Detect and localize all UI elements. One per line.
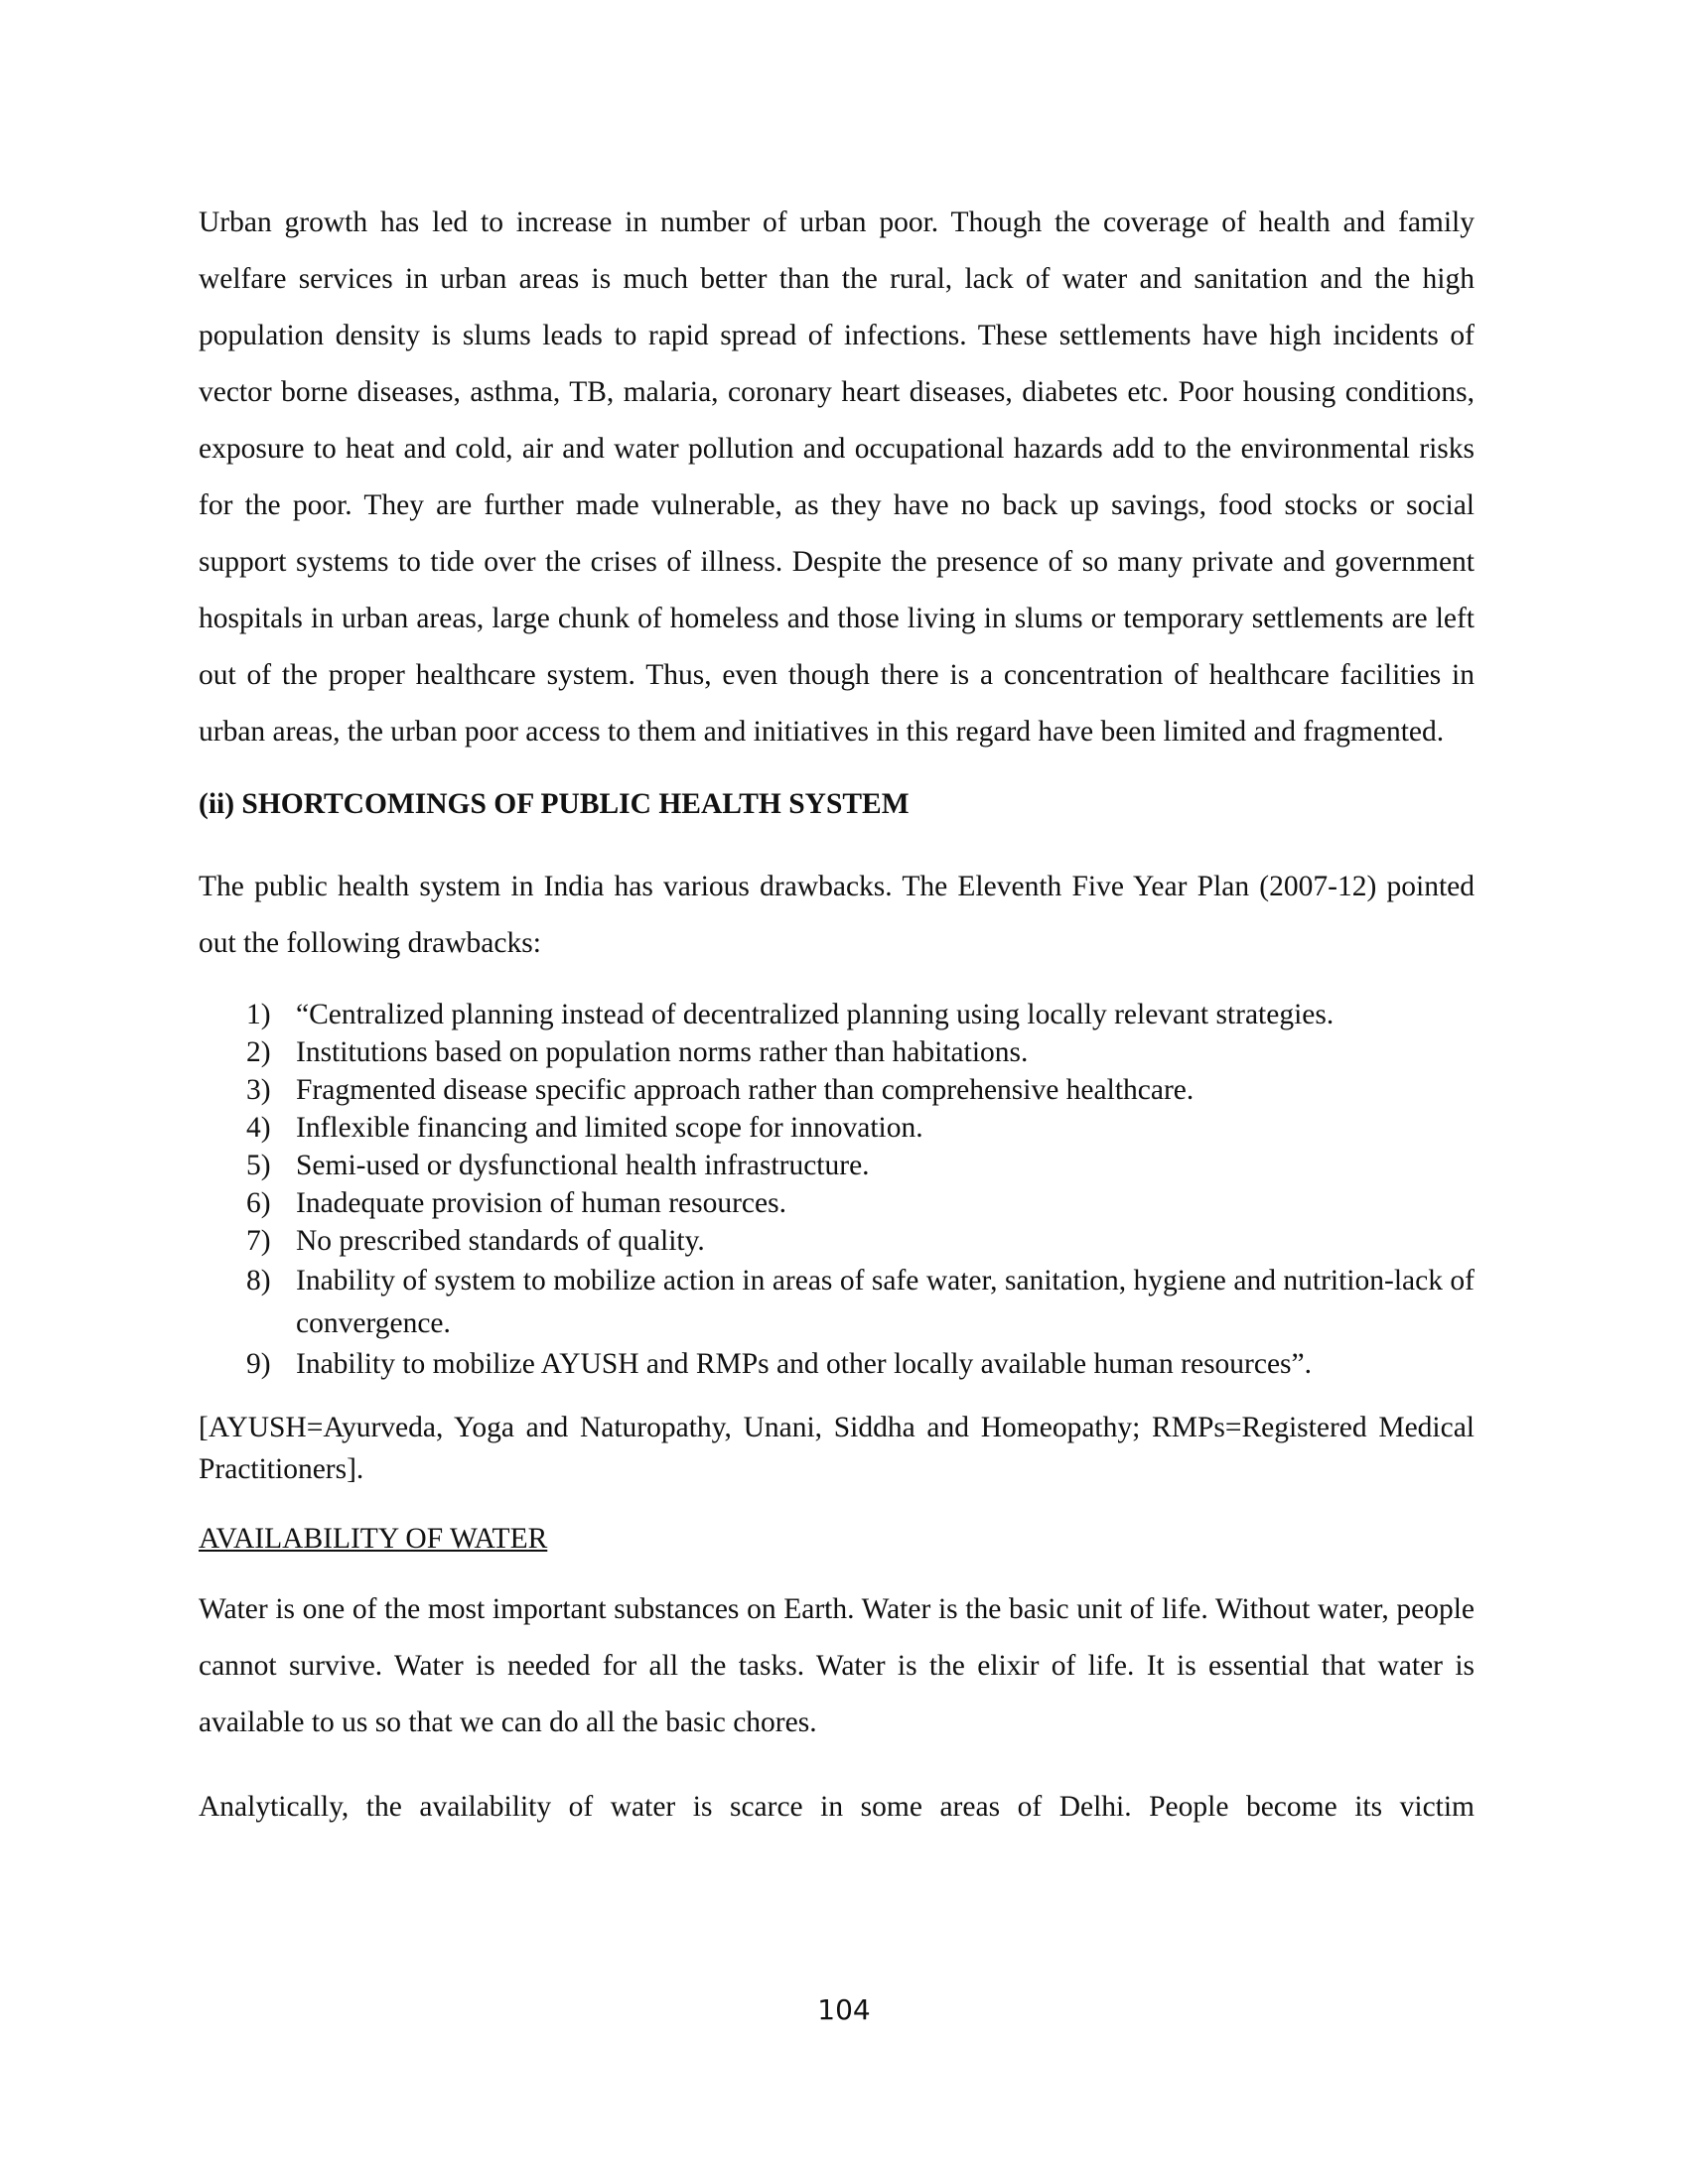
list-item (199, 996, 1475, 1033)
drawbacks-list (199, 996, 1475, 1383)
paragraph-water-delhi: Analytically, the availability of water is scarce in some areas of Delhi. People become its victim (199, 1791, 1475, 1823)
list-item-text: Semi-used or dysfunctional health infrastructure. (296, 1150, 870, 1181)
list-item-number: 8) (246, 1265, 271, 1297)
list-item-number: 9) (246, 1348, 271, 1380)
list-item (199, 1260, 1475, 1345)
page-number: 104 (817, 1993, 871, 2026)
list-item-number: 5) (246, 1150, 271, 1181)
paragraph-water-intro: Water is one of the most important substances on Earth. Water is the basic unit of life. Without water, people cannot survive. Water is needed for all the tasks. Water is the elixir of life. It is essential that water is available to us so that we can do all the basic chores. (199, 1593, 1475, 1738)
list-item-number: 3) (246, 1074, 271, 1106)
section-heading-shortcomings: (ii) SHORTCOMINGS OF PUBLIC HEALTH SYSTEM (199, 788, 910, 820)
list-item-text: Inability of system to mobilize action in areas of safe water, sanitation, hygiene and nutrition-lack of convergence. (296, 1265, 1475, 1339)
list-item-text: Inability to mobilize AYUSH and RMPs and other locally available human resources”. (296, 1348, 1313, 1380)
list-item (199, 1033, 1475, 1071)
section-heading-water: AVAILABILITY OF WATER (199, 1523, 548, 1555)
list-item-number: 7) (246, 1225, 271, 1257)
list-item (199, 1071, 1475, 1109)
list-item-text: Fragmented disease specific approach rather than comprehensive healthcare. (296, 1074, 1195, 1106)
list-item (199, 1222, 1475, 1260)
paragraph-public-health-intro: The public health system in India has various drawbacks. The Eleventh Five Year Plan (2007-12) pointed out the following drawbacks: (199, 871, 1475, 959)
list-item-number: 6) (246, 1187, 271, 1219)
list-item (199, 1147, 1475, 1184)
list-item (199, 1184, 1475, 1222)
list-item (199, 1109, 1475, 1147)
list-item-number: 1) (246, 999, 271, 1030)
list-item-text: Inflexible financing and limited scope for innovation. (296, 1112, 923, 1144)
list-item-number: 4) (246, 1112, 271, 1144)
list-item-text: Inadequate provision of human resources. (296, 1187, 786, 1219)
list-item-number: 2) (246, 1036, 271, 1068)
list-item-text: “Centralized planning instead of decentralized planning using locally relevant strategies. (296, 999, 1335, 1030)
abbreviations-note: [AYUSH=Ayurveda, Yoga and Naturopathy, Unani, Siddha and Homeopathy; RMPs=Registered Medical Practitioners]. (199, 1412, 1475, 1485)
list-item (199, 1345, 1475, 1383)
list-item-text: Institutions based on population norms rather than habitations. (296, 1036, 1029, 1068)
paragraph-urban-poor: Urban growth has led to increase in number of urban poor. Though the coverage of health and family welfare services in urban areas is much better than the rural, lack of water and sanitation and the high population density is slums leads to rapid spread of infections. These settlements have high incidents of vector borne diseases, asthma, TB, malaria, coronary heart diseases, diabetes etc. Poor housing conditions, exposure to heat and cold, air and water pollution and occupational hazards add to the environmental risks for the poor. They are further made vulnerable, as they have no back up savings, food stocks or social support systems to tide over the crises of illness. Despite the presence of so many private and government hospitals in urban areas, large chunk of homeless and those living in slums or temporary settlements are left out of the proper healthcare system. Thus, even though there is a concentration of healthcare facilities in urban areas, the urban poor access to them and initiatives in this regard have been limited and fragmented. (199, 206, 1475, 748)
list-item-text: No prescribed standards of quality. (296, 1225, 705, 1257)
document-page (199, 195, 1475, 1836)
